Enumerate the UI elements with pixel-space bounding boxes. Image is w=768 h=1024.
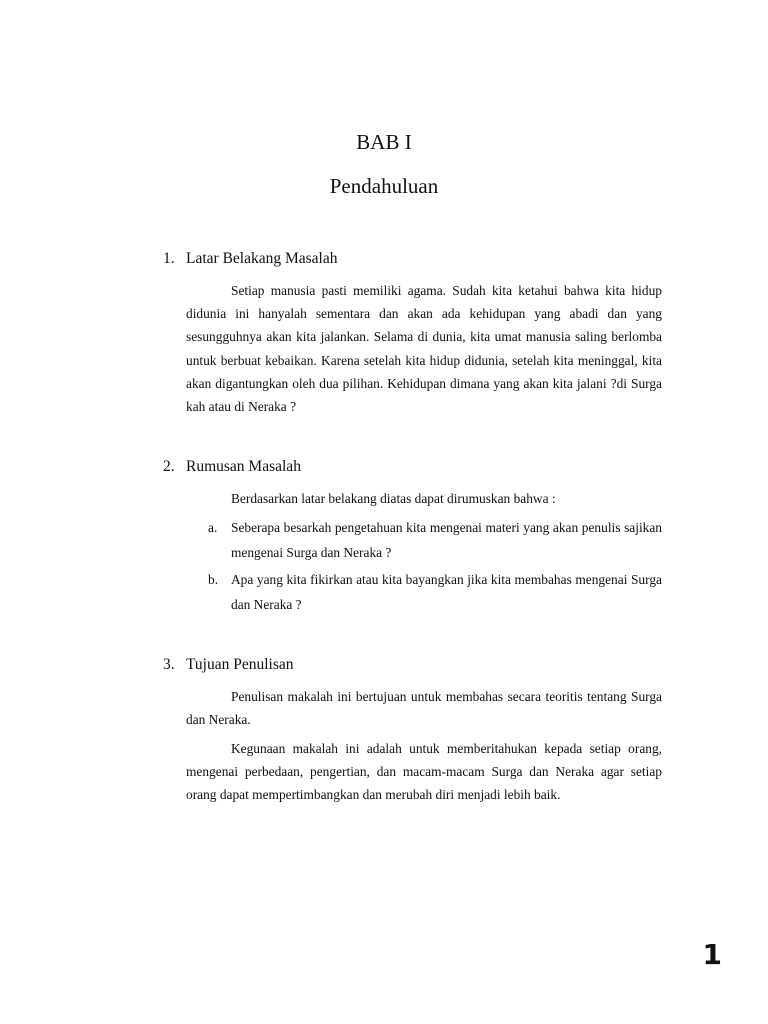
list-marker: b. — [208, 572, 219, 587]
paragraph-tujuan-2: Kegunaan makalah ini adalah untuk memberitahukan kepada setiap orang, mengenai perbedaan, pengertian, dan macam-macam Surga dan Neraka agar setiap orang dapat mempertimbangkan dan merubah diri menjadi lebih baik. — [186, 741, 662, 803]
list-item-b — [208, 567, 662, 617]
paragraph-rumusan-intro: Berdasarkan latar belakang diatas dapat dirumuskan bahwa : — [231, 491, 556, 506]
section-heading-tujuan-penulisan — [163, 656, 294, 674]
section-number: 2. — [163, 458, 175, 475]
chapter-title: BAB I — [356, 130, 412, 154]
section-heading-rumusan-masalah — [163, 458, 301, 476]
section-number: 1. — [163, 250, 175, 267]
paragraph-tujuan-1: Penulisan makalah ini bertujuan untuk membahas secara teoritis tentang Surga dan Neraka. — [186, 689, 662, 728]
list-item-text: Seberapa besarkah pengetahuan kita mengenai materi yang akan penulis sajikan mengenai Surga dan Neraka ? — [231, 520, 662, 560]
section-title: Tujuan Penulisan — [186, 656, 294, 673]
list-item-text: Apa yang kita fikirkan atau kita bayangkan jika kita membahas mengenai Surga dan Neraka ? — [231, 572, 662, 612]
paragraph-latar-belakang: Setiap manusia pasti memiliki agama. Sudah kita ketahui bahwa kita hidup didunia ini hanyalah sementara dan akan ada kehidupan yang abadi dan yang sesungguhnya akan kita jalankan. Selama di dunia, kita umat manusia saling berlomba untuk berbuat kebaikan. Karena setelah kita hidup didunia, setelah kita meninggal, kita akan digantungkan oleh dua pilihan. Kehidupan dimana yang akan kita jalani ?di Surga kah atau di Neraka ? — [186, 283, 662, 415]
section-title: Rumusan Masalah — [186, 458, 301, 475]
list-marker: a. — [208, 520, 218, 535]
section-title: Latar Belakang Masalah — [186, 250, 338, 267]
section-number: 3. — [163, 656, 175, 673]
chapter-subtitle: Pendahuluan — [329, 174, 439, 198]
section-heading-latar-belakang — [163, 250, 338, 268]
page-number: 1 — [702, 938, 722, 971]
list-item-a — [208, 515, 662, 565]
